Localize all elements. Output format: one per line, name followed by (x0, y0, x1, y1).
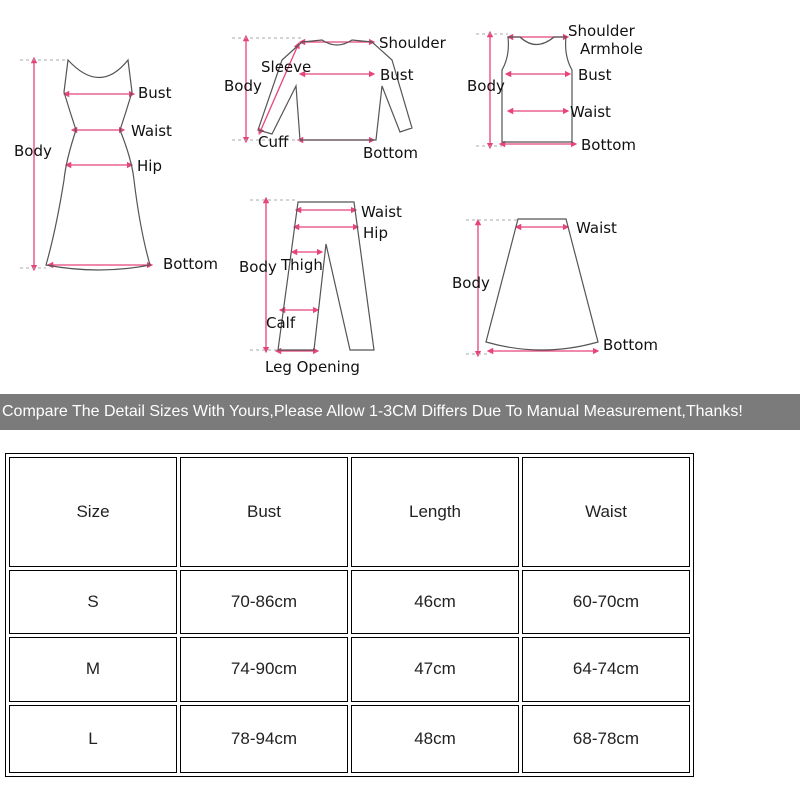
pants-waist-label: Waist (361, 203, 402, 221)
header-length: Length (351, 457, 519, 567)
cell-length: 47cm (351, 637, 519, 701)
skirt-waist-label: Waist (576, 219, 617, 237)
pants-leg-opening-label: Leg Opening (265, 358, 360, 376)
cell-size: L (9, 705, 177, 773)
top-sleeve-label: Sleeve (261, 58, 312, 76)
pants-hip-label: Hip (363, 224, 388, 242)
top-body-label: Body (224, 77, 262, 95)
cell-bust: 78-94cm (180, 705, 348, 773)
top-bust-label: Bust (380, 66, 414, 84)
dress-hip-label: Hip (137, 157, 162, 175)
size-table (5, 453, 694, 777)
dress-body-label: Body (14, 142, 52, 160)
tank-shoulder-label: Shoulder (568, 22, 635, 40)
top-cuff-label: Cuff (258, 133, 289, 151)
tank-armhole-label: Armhole (580, 40, 643, 58)
tank-outline (502, 37, 572, 142)
table-row (9, 570, 690, 634)
tank-waist-label: Waist (570, 103, 611, 121)
cell-length: 46cm (351, 570, 519, 634)
header-bust: Bust (180, 457, 348, 567)
table-row (9, 637, 690, 701)
cell-waist: 64-74cm (522, 637, 690, 701)
cell-waist: 60-70cm (522, 570, 690, 634)
tank-bottom-label: Bottom (581, 136, 637, 154)
cell-bust: 74-90cm (180, 637, 348, 701)
table-row (9, 705, 690, 773)
header-waist: Waist (522, 457, 690, 567)
garment-measurement-diagrams (0, 0, 800, 394)
header-size: Size (9, 457, 177, 567)
measurement-note-banner (0, 394, 800, 430)
skirt-outline (486, 219, 598, 350)
dress-waist-label: Waist (131, 122, 172, 140)
measurement-note-text: Compare The Detail Sizes With Yours,Please Allow 1-3CM Differs Due To Manual Measurement,Thanks! (2, 403, 743, 420)
skirt-body-label: Body (452, 274, 490, 292)
cell-bust: 70-86cm (180, 570, 348, 634)
tank-bust-label: Bust (578, 66, 612, 84)
cell-waist: 68-78cm (522, 705, 690, 773)
tank-body-label: Body (467, 77, 505, 95)
pants-calf-label: Calf (266, 314, 296, 332)
pants-thigh-label: Thigh (281, 256, 323, 274)
cell-length: 48cm (351, 705, 519, 773)
cell-size: S (9, 570, 177, 634)
size-table-header-row (9, 457, 690, 567)
top-bottom-label: Bottom (363, 144, 419, 162)
skirt-bottom-label: Bottom (603, 336, 659, 354)
cell-size: M (9, 637, 177, 701)
dress-bottom-label: Bottom (163, 255, 219, 273)
top-shoulder-label: Shoulder (379, 34, 446, 52)
pants-body-label: Body (239, 258, 277, 276)
dress-bust-label: Bust (138, 84, 172, 102)
top-outline (258, 40, 412, 140)
